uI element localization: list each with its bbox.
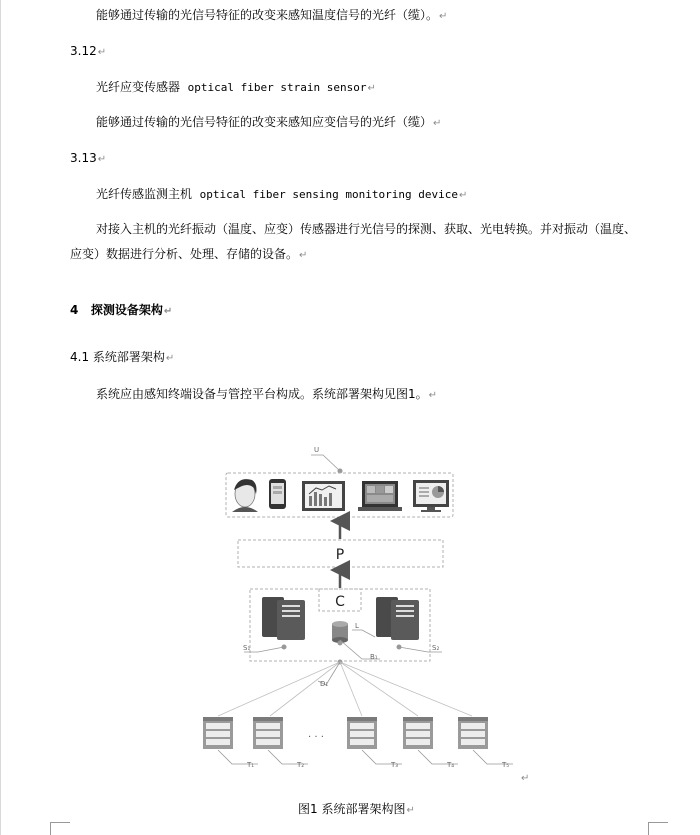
terminals-ellipsis: · · ·	[308, 732, 324, 743]
term-zh: 光纤应变传感器	[96, 80, 181, 94]
desktop-monitor-icon	[413, 480, 449, 512]
return-mark: ↵	[299, 250, 308, 261]
text: 能够通过传输的光信号特征的改变来感知温度信号的光纤（缆）。	[96, 8, 439, 22]
right-server-icon	[376, 597, 419, 640]
fiber-lines	[218, 662, 472, 716]
return-mark: ↵	[406, 805, 415, 816]
return-mark: ↵	[97, 47, 107, 58]
clause-number: 3.13	[70, 151, 97, 165]
label-t5: T₅	[502, 761, 510, 769]
terminal-1	[203, 717, 233, 749]
label-u: U	[314, 446, 320, 454]
corner-mark-left-h	[50, 822, 70, 823]
label-t1: T₁	[247, 761, 255, 769]
page-left-edge	[0, 0, 1, 835]
text: 能够通过传输的光信号特征的改变来感知应变信号的光纤（缆）	[96, 115, 433, 129]
label-c: C	[335, 594, 345, 610]
anchor-b	[338, 641, 343, 646]
subsection-title: 4.1 系统部署架构	[70, 350, 165, 364]
database-icon	[332, 621, 348, 643]
text: 应变）数据进行分析、处理、存储的设备。	[70, 247, 299, 261]
return-mark: ↵	[521, 773, 530, 784]
label-t4: T₄	[447, 761, 455, 769]
return-mark: ↵	[433, 118, 442, 129]
label-l: L	[355, 622, 359, 630]
terminal-2	[253, 717, 283, 749]
terminal-5	[458, 717, 488, 749]
label-b: B₁	[370, 653, 378, 661]
terminal-4	[403, 717, 433, 749]
left-server-icon	[262, 597, 305, 640]
label-s1: S₁	[243, 644, 251, 652]
mobile-phone-icon	[269, 479, 286, 509]
anchor-s1	[282, 645, 287, 650]
return-mark: ↵	[165, 353, 175, 364]
term-en: optical fiber sensing monitoring device	[199, 188, 458, 201]
return-mark: ↵	[439, 11, 448, 22]
caption-text: 图1 系统部署架构图	[298, 802, 406, 816]
return-mark: ↵	[97, 154, 107, 165]
laptop-icon	[358, 481, 402, 511]
user-person-icon	[232, 479, 258, 512]
text: 系统应由感知终端设备与管控平台构成。系统部署架构见图1。	[96, 387, 428, 401]
corner-mark-right	[648, 822, 649, 835]
term-zh: 光纤传感监测主机	[96, 187, 193, 201]
return-mark: ↵	[428, 390, 438, 401]
term-en: optical fiber strain sensor	[187, 81, 367, 94]
anchor-s2	[397, 645, 402, 650]
chart-monitor-icon	[302, 481, 345, 511]
label-t3: T₃	[391, 761, 399, 769]
terminal-3	[347, 717, 377, 749]
terminal-leaders	[218, 750, 513, 764]
label-t2: T₂	[297, 761, 305, 769]
section-title: 探测设备架构	[90, 303, 163, 317]
return-mark: ↵	[367, 83, 376, 94]
clause-number: 3.12	[70, 44, 97, 58]
return-mark: ↵	[163, 306, 173, 317]
corner-mark-left	[50, 822, 51, 835]
corner-mark-right-h	[648, 822, 668, 823]
leader-u	[311, 455, 340, 471]
return-mark: ↵	[458, 190, 468, 201]
leader-l	[352, 630, 375, 637]
figure-return-mark	[520, 769, 529, 787]
figure-caption	[298, 801, 415, 819]
label-d: D₁	[320, 680, 329, 688]
text: 对接入主机的光纤振动（温度、应变）传感器进行光信号的探测、获取、光电转换。并对振动（温度、	[96, 222, 637, 236]
section-number: 4	[70, 303, 79, 317]
label-s2: S₂	[432, 644, 440, 652]
label-p: P	[335, 547, 345, 563]
